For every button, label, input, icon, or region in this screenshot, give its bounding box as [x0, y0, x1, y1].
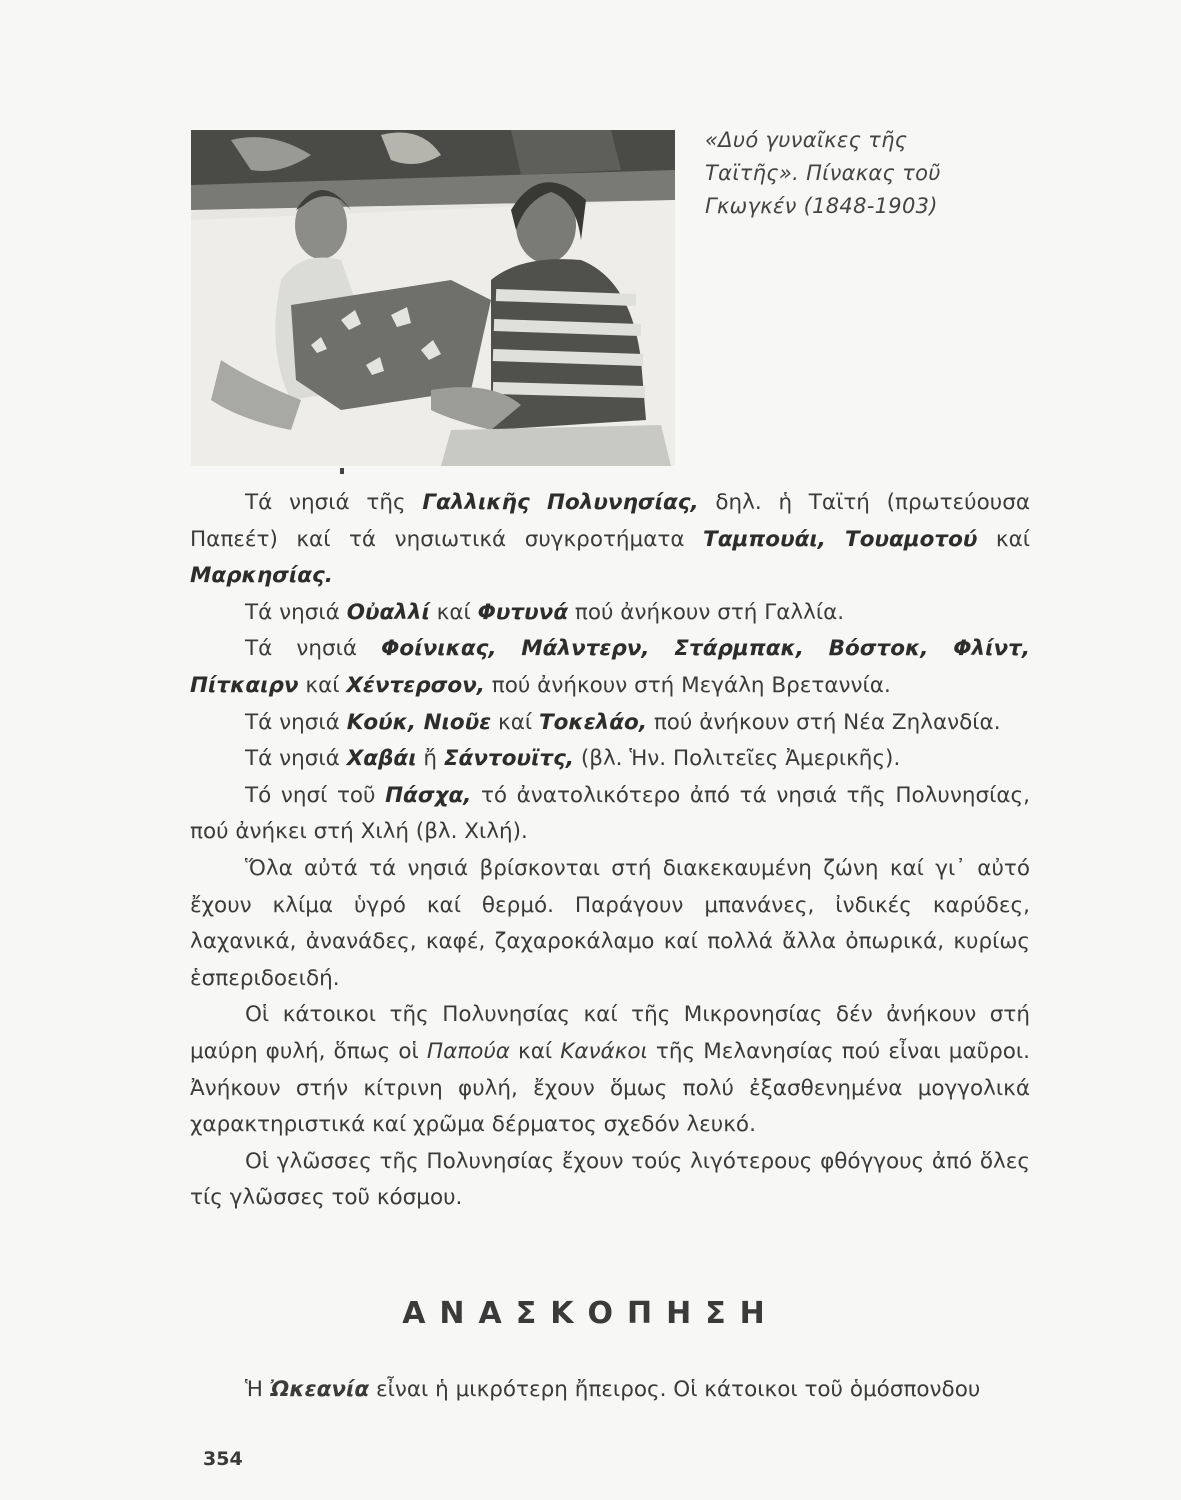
place-name: Ὠκεανία	[269, 1377, 370, 1402]
place-name: Χέντερσον,	[346, 672, 485, 698]
paragraph-new-zealand-islands	[190, 705, 1030, 742]
text-span: πού ἀνήκουν στή Μεγάλη Βρεταννία.	[484, 672, 891, 698]
place-name: Χαβάι	[346, 746, 417, 772]
paragraph-wallis-futuna	[190, 595, 1030, 632]
place-name: Πάσχα,	[385, 782, 472, 808]
painting-illustration	[191, 130, 675, 466]
text-span: (βλ. Ἡν. Πολιτεῖες Ἀμερικῆς).	[574, 746, 901, 772]
paragraph-summary-start	[190, 1372, 1030, 1408]
text-span: ἤ	[416, 746, 444, 772]
text-span: πού ἀνήκουν στή Γαλλία.	[568, 599, 845, 625]
text-span: Τό νησί τοῦ	[245, 782, 386, 808]
paragraph-languages: Οἱ γλῶσσες τῆς Πολυνησίας ἔχουν τούς λιγότερους φθόγγους ἀπό ὅλες τίς γλῶσσες τοῦ κόσμου.	[190, 1148, 1030, 1211]
text-span: τῆς Μελανησίας πού εἶναι μαῦροι. Ἀνήκουν στήν κίτρινη φυλή, ἔχουν ὅμως πολύ ἐξασθενημένα μογγολικά χαρακτηριστικά καί χρῶμα δέρματος σχεδόν λευκό.	[190, 1038, 1030, 1138]
place-name: Ταμπουάι, Τουαμοτού	[703, 526, 978, 552]
place-name: Οὐαλλί	[346, 599, 430, 625]
place-name: Γαλλικῆς Πολυνησίας,	[422, 490, 699, 515]
place-name: Φοίνικας, Μάλντερν, Στάρμπακ, Βόστοκ, Φλίντ, Πίτκαιρν	[190, 636, 1030, 698]
text-span: δηλ. ἡ Ταϊτή (πρωτεύουσα Παπεέτ) καί τά νησιωτικά συγκροτήματα	[190, 490, 1030, 552]
paragraph-easter-island	[190, 778, 1030, 851]
text-span: Τά νησιά	[245, 746, 347, 772]
section-heading: ΑΝΑΣΚΟΠΗΣΗ	[402, 1296, 779, 1331]
text-span: Τά νησιά τῆς	[245, 490, 423, 515]
place-name: Τοκελάο,	[539, 709, 647, 735]
text-span: καί	[977, 526, 1031, 552]
text-span: Ἡ	[245, 1377, 270, 1402]
text-span: Οἱ κάτοικοι τῆς Πολυνησίας καί τῆς Μικρονησίας δέν ἀνήκουν στή μαύρη φυλή, ὅπως οἱ	[190, 1002, 1030, 1064]
text-span: Τά νησιά	[245, 709, 347, 735]
stray-mark	[340, 468, 344, 474]
body-text	[190, 485, 1030, 1217]
text-span: καί	[429, 599, 478, 625]
page-number: 354	[203, 1448, 243, 1470]
italic-term: Παπούα	[426, 1038, 510, 1064]
paragraph-hawaii	[190, 741, 1030, 778]
text-span: καί	[509, 1038, 561, 1064]
place-name: Σάντουϊτς,	[443, 746, 574, 772]
italic-term: Κανάκοι	[560, 1038, 648, 1064]
paragraph-french-polynesia	[190, 485, 1030, 595]
place-name: Φυτυνά	[477, 599, 569, 625]
text-span: καί	[491, 709, 539, 735]
paragraph-climate: Ὅλα αὐτά τά νησιά βρίσκονται στή διακεκαυμένη ζώνη καί γι᾿ αὐτό ἔχουν κλίμα ὑγρό καί θερμό. Παράγουν μπανάνες, ἰνδικές καρύδες, λαχανικά, ἀνανάδες, καφέ, ζαχαροκάλαμο καί πολλά ἄλλα ὀπωρικά, κυρίως ἑσπεριδοειδή.	[190, 855, 1030, 991]
place-name: Μαρκησίας.	[190, 563, 333, 589]
painting-two-tahitian-women	[191, 130, 675, 466]
paragraph-british-islands	[190, 631, 1030, 704]
place-name: Κούκ, Νιοῦε	[346, 709, 492, 735]
text-span: πού ἀνήκουν στή Νέα Ζηλανδία.	[647, 709, 1001, 735]
text-span: Τά νησιά	[245, 599, 347, 625]
paragraph-inhabitants	[190, 997, 1030, 1143]
text-span: τό ἀνατολικότερο ἀπό τά νησιά τῆς Πολυνησίας, πού ἀνήκει στή Χιλή (βλ. Χιλή).	[190, 782, 1031, 845]
figure-caption: «Δυό γυναῖκες τῆς Ταϊτῆς». Πίνακας τοῦ Γκωγκέν (1848-1903)	[705, 128, 941, 218]
text-span: Τά νησιά	[245, 636, 382, 662]
text-span: εἶναι ἡ μικρότερη ἤπειρος. Οἱ κάτοικοι τοῦ ὁμόσπονδου	[369, 1377, 981, 1402]
text-span: καί	[298, 672, 347, 698]
